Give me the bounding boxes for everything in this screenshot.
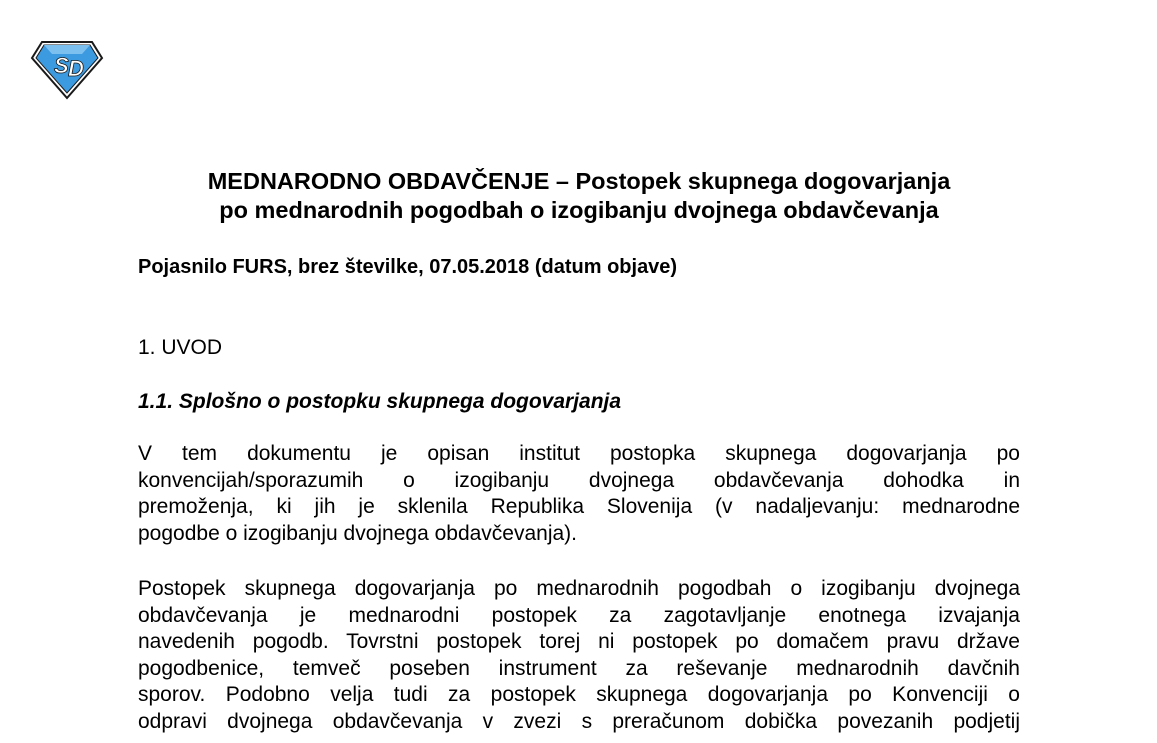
section-heading: 1. UVOD xyxy=(138,336,223,359)
paragraph-line: odpravi dvojnega obdavčevanja v zvezi s preračunom dobička povezanih podjetij xyxy=(138,709,1020,733)
paragraph-line: pogodbenice, temveč poseben instrument za reševanje mednarodnih davčnih xyxy=(138,656,1020,680)
document-subtitle: Pojasnilo FURS, brez številke, 07.05.2018 (datum objave) xyxy=(138,256,678,278)
paragraph-line: obdavčevanja je mednarodni postopek za zagotavljanje enotnega izvajanja xyxy=(138,603,1020,627)
paragraph-line: Postopek skupnega dogovarjanja po mednarodnih pogodbah o izogibanju dvojnega xyxy=(138,577,1020,600)
paragraph-line: navedenih pogodb. Tovrstni postopek torej ni postopek po domačem pravu države xyxy=(138,630,1020,653)
title-line-1: MEDNARODNO OBDAVČENJE – Postopek skupnega dogovarjanja xyxy=(207,168,951,194)
svg-text:D: D xyxy=(68,56,84,81)
paragraph-2 xyxy=(138,576,1020,735)
paragraph-line: premoženja, ki jih je sklenila Republika Slovenija (v nadaljevanju: mednarodne xyxy=(138,495,1020,518)
sd-logo xyxy=(30,40,104,100)
sd-diamond-logo-icon xyxy=(30,40,104,100)
title-line-2: po mednarodnih pogodbah o izogibanju dvojnega obdavčevanja xyxy=(219,197,939,223)
document-title xyxy=(138,167,1020,225)
paragraph-line: pogodbe o izogibanju dvojnega obdavčevanja). xyxy=(138,521,578,545)
paragraph-1 xyxy=(138,441,1020,547)
subsection-heading: 1.1. Splošno o postopku skupnega dogovarjanja xyxy=(138,390,622,413)
paragraph-line: konvencijah/sporazumih o izogibanju dvojnega obdavčevanja dohodka in xyxy=(138,468,1020,492)
paragraph-line: sporov. Podobno velja tudi za postopek skupnega dogovarjanja po Konvenciji o xyxy=(138,683,1020,706)
paragraph-line: V tem dokumentu je opisan institut postopka skupnega dogovarjanja po xyxy=(138,442,1020,465)
svg-text:S: S xyxy=(54,53,69,78)
